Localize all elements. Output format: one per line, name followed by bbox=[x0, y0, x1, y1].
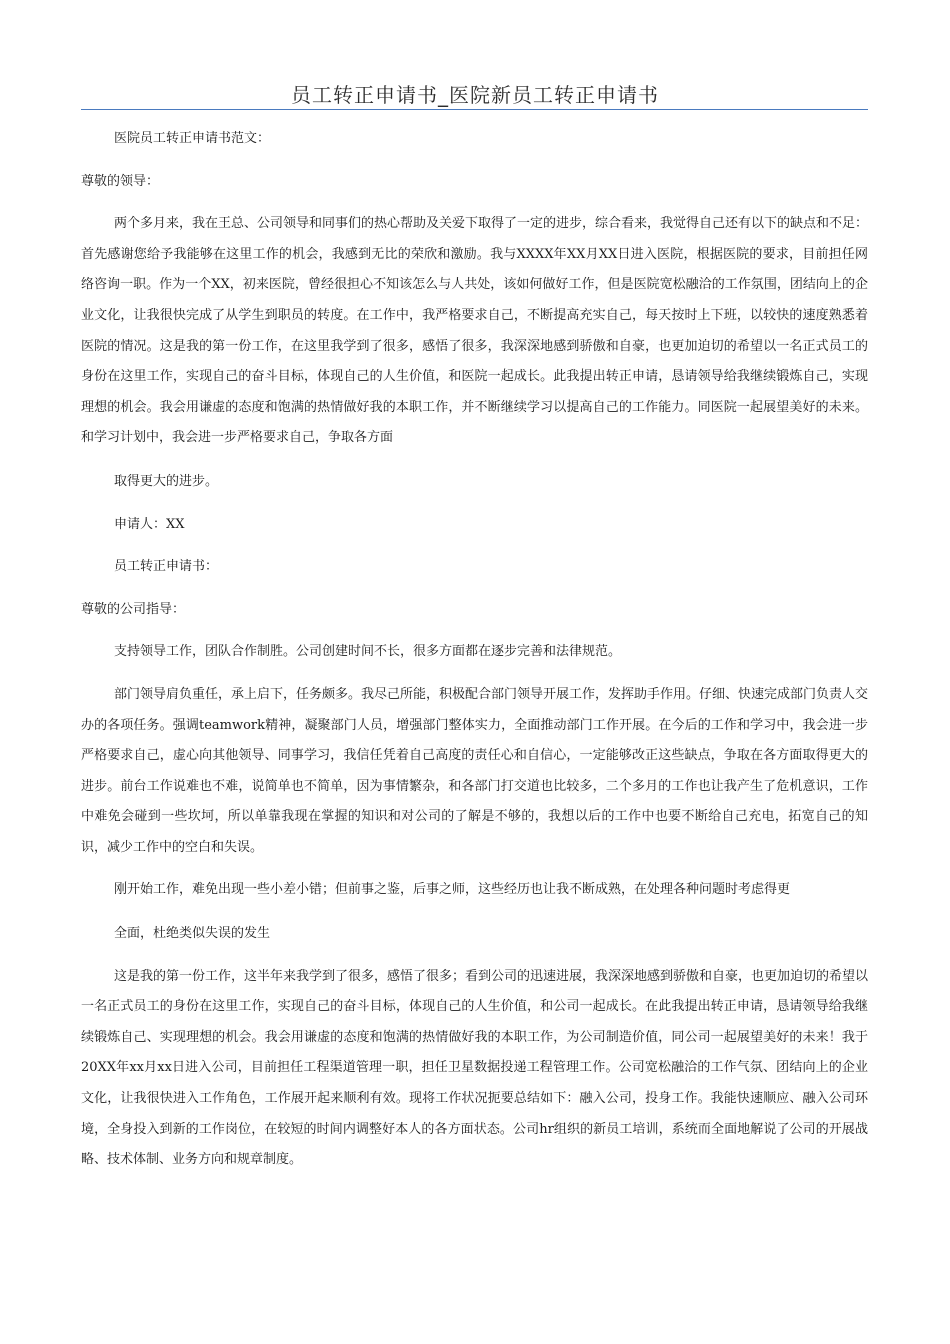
paragraph-salutation-company: 尊敬的公司指导： bbox=[81, 601, 186, 617]
document-title: 员工转正申请书_医院新员工转正申请书 bbox=[291, 83, 659, 107]
paragraph-second-heading: 员工转正申请书： bbox=[114, 559, 219, 575]
paragraph-support: 支持领导工作，团队合作制胜。公司创建时间不长，很多方面都在逐步完善和法律规范。 bbox=[114, 644, 622, 660]
paragraph-applicant: 申请人：XX bbox=[114, 516, 185, 532]
paragraph-progress: 取得更大的进步。 bbox=[114, 473, 219, 489]
paragraph-comprehensive: 全面，杜绝类似失误的发生 bbox=[114, 926, 271, 942]
paragraph-intro: 医院员工转正申请书范文： bbox=[114, 131, 271, 146]
document-body bbox=[81, 124, 868, 1176]
title-divider bbox=[81, 109, 868, 110]
paragraph-salutation-leader: 尊敬的领导： bbox=[81, 173, 160, 189]
paragraph-body-hospital: 两个多月来，我在王总、公司领导和同事们的热心帮助及关爱下取得了一定的进步，综合看来，我觉得自己还有以下的缺点和不足：首先感谢您给予我能够在这里工作的机会，我感到无比的荣欣和激励。我与XXXX年XX月XX日进入医院，根据医院的要求，目前担任网络咨询一职。作为一个XX，初来医院，曾经很担心不知该怎么与人共处，该如何做好工作，但是医院宽松融洽的工作氛围，团结向上的企业文化，让我很快完成了从学生到职员的转度。在工作中，我严格要求自己，不断提高充实自己，每天按时上下班，以较快的速度熟悉着医院的情况。这是我的第一份工作，在这里我学到了很多，感悟了很多，我深深地感到骄傲和自豪，也更加迫切的希望以一名正式员工的身份在这里工作，实现自己的奋斗目标，体现自己的人生价值，和医院一起成长。此我提出转正申请，恳请领导给我继续锻炼自己，实现理想的机会。我会用谦虚的态度和饱满的热情做好我的本职工作，并不断继续学习以提高自己的工作能力。同医院一起展望美好的未来。和学习计划中，我会进一步严格要求自己，争取各方面 bbox=[81, 216, 869, 446]
paragraph-beginning: 刚开始工作，难免出现一些小差小错；但前事之鉴，后事之师，这些经历也让我不断成熟，在处理各种问题时考虑得更 bbox=[114, 882, 791, 898]
paragraph-department: 部门领导肩负重任，承上启下，任务颇多。我尽己所能，积极配合部门领导开展工作，发挥助手作用。仔细、快速完成部门负责人交办的各项任务。强调teamwork精神，凝聚部门人员，增强部门整体实力，全面推动部门工作开展。在今后的工作和学习中，我会进一步严格要求自己，虚心向其他领导、同事学习，我信任凭着自己高度的责任心和自信心，一定能够改正这些缺点，争取在各方面取得更大的进步。前台工作说难也不难，说简单也不简单，因为事情繁杂，和各部门打交道也比较多，二个多月的工作也让我产生了危机意识，工作中难免会碰到一些坎坷，所以单靠我现在掌握的知识和对公司的了解是不够的，我想以后的工作中也要不断给自己充电，拓宽自己的知识，减少工作中的空白和失误。 bbox=[81, 686, 869, 855]
paragraph-first-job: 这是我的第一份工作，这半年来我学到了很多，感悟了很多；看到公司的迅速进展，我深深地感到骄傲和自豪，也更加迫切的希望以一名正式员工的身份在这里工作，实现自己的奋斗目标，体现自己的人生价值，和公司一起成长。在此我提出转正申请，恳请领导给我继续锻炼自己、实现理想的机会。我会用谦虚的态度和饱满的热情做好我的本职工作，为公司制造价值，同公司一起展望美好的未来！我于20XX年xx月xx日进入公司，目前担任工程渠道管理一职，担任卫星数据投递工程管理工作。公司宽松融洽的工作气氛、团结向上的企业文化，让我很快进入工作角色，工作展开起来顺利有效。现将工作状况扼要总结如下：融入公司，投身工作。我能快速顺应、融入公司环境，全身投入到新的工作岗位，在较短的时间内调整好本人的各方面状态。公司hr组织的新员工培训，系统而全面地解说了公司的开展战略、技术体制、业务方向和规章制度。 bbox=[81, 968, 869, 1168]
